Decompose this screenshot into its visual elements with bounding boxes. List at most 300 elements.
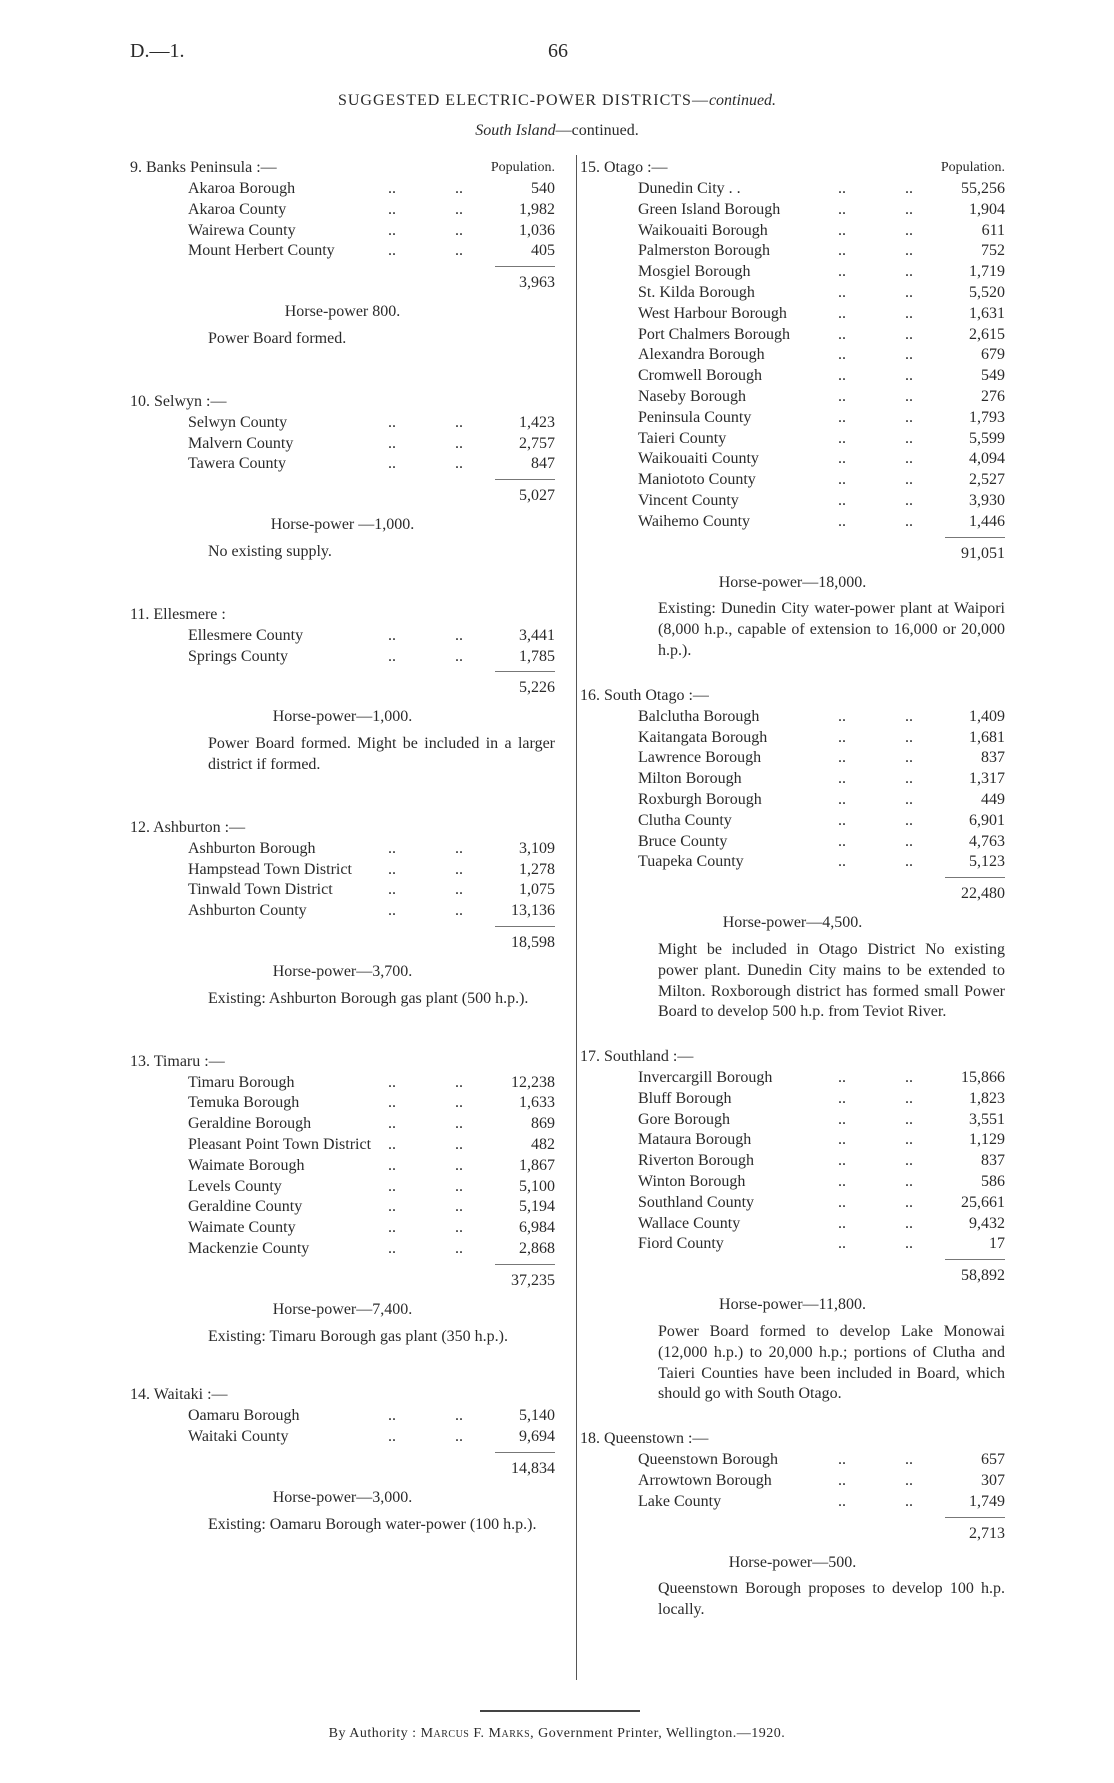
leader-dots: .. (455, 413, 463, 431)
table-row (130, 241, 555, 262)
area-name: Maniototo County (638, 471, 756, 489)
area-name: Peninsula County (638, 408, 752, 426)
leader-dots: .. (838, 707, 846, 725)
leader-dots: .. (455, 1219, 463, 1237)
area-name: Pleasant Point Town District (188, 1135, 372, 1153)
area-name: West Harbour Borough (638, 304, 787, 322)
leader-dots: .. (388, 1073, 396, 1091)
table-row (130, 1156, 555, 1177)
population-value: 5,140 (519, 1407, 555, 1425)
horsepower-estimate: Horse-power—4,500. (722, 914, 863, 932)
leader-dots: .. (838, 1214, 846, 1232)
population-value: 6,984 (519, 1219, 555, 1237)
leader-dots: .. (838, 387, 846, 405)
population-value: 5,123 (969, 853, 1005, 871)
leader-dots: .. (838, 304, 846, 322)
area-name: Waitaki County (188, 1428, 289, 1446)
table-row (580, 387, 1005, 408)
population-value: 5,100 (519, 1177, 555, 1195)
area-name: Winton Borough (638, 1173, 746, 1191)
area-name: Hampstead Town District (188, 860, 352, 878)
area-name: Taieri County (638, 429, 727, 447)
population-value: 549 (981, 367, 1005, 385)
leader-dots: .. (838, 325, 846, 343)
population-value: 586 (981, 1173, 1005, 1191)
population-value: 5,194 (519, 1198, 555, 1216)
population-value: 1,075 (519, 881, 555, 899)
leader-dots: .. (838, 1492, 846, 1510)
area-name: Mackenzie County (188, 1239, 310, 1257)
leader-dots: .. (905, 1131, 913, 1149)
population-value: 449 (981, 790, 1005, 808)
area-name: Mount Herbert County (188, 242, 335, 260)
area-name: St. Kilda Borough (638, 283, 755, 301)
table-row (580, 811, 1005, 832)
district-section (580, 158, 1005, 662)
leader-dots: .. (388, 1094, 396, 1112)
district-section (130, 605, 555, 776)
table-row (580, 366, 1005, 387)
horsepower-estimate: Horse-power—18,000. (718, 573, 867, 591)
table-row (130, 1197, 555, 1218)
table-row (580, 748, 1005, 769)
area-name: Akaroa County (188, 200, 287, 218)
column-divider (576, 155, 577, 1680)
area-name: Springs County (188, 647, 289, 665)
leader-dots: .. (905, 728, 913, 746)
leader-dots: .. (905, 325, 913, 343)
leader-dots: .. (905, 471, 913, 489)
area-name: Waikouaiti Borough (638, 221, 768, 239)
horsepower-estimate: Horse-power 800. (284, 303, 401, 321)
district-title: 18. Queenstown :— (580, 1430, 709, 1448)
leader-dots: .. (838, 450, 846, 468)
leader-dots: .. (388, 413, 396, 431)
leader-dots: .. (905, 221, 913, 239)
leader-dots: .. (905, 180, 913, 197)
population-value: 869 (531, 1115, 555, 1133)
district-title: 10. Selwyn :— (130, 392, 227, 410)
leader-dots: .. (838, 263, 846, 281)
area-name: Fiord County (638, 1235, 724, 1253)
district-note: Existing: Ashburton Borough gas plant (500 h.p.). (208, 989, 529, 1007)
area-name: Palmerston Borough (638, 242, 770, 260)
population-value: 6,901 (969, 811, 1005, 829)
area-name: Bruce County (638, 832, 728, 850)
district-section (130, 1052, 555, 1348)
population-column-header: Population. (490, 160, 555, 175)
leader-dots: .. (455, 1094, 463, 1112)
leader-dots: .. (838, 367, 846, 385)
district-note: Power Board formed. Might be included in a larger district if formed. (208, 735, 555, 773)
leader-dots: .. (905, 1173, 913, 1191)
leader-dots: .. (388, 1407, 396, 1425)
table-row (130, 221, 555, 242)
district-note: Existing: Timaru Borough gas plant (350 h.p.). (208, 1327, 508, 1345)
table-row (580, 200, 1005, 221)
leader-dots: .. (455, 242, 463, 260)
page-subtitle: South Island—continued. (475, 122, 639, 139)
leader-dots: .. (455, 434, 463, 452)
population-value: 1,423 (519, 413, 555, 431)
document-reference: D.—1. (130, 40, 185, 62)
leader-dots: .. (455, 647, 463, 665)
population-value: 55,256 (961, 180, 1005, 197)
area-name: Wallace County (638, 1214, 741, 1232)
population-value: 1,446 (969, 512, 1005, 530)
table-row (580, 449, 1005, 470)
population-total: 2,713 (969, 1524, 1005, 1542)
population-value: 1,633 (519, 1094, 555, 1112)
table-row (580, 1234, 1005, 1255)
district-title: 12. Ashburton :— (130, 818, 246, 836)
population-value: 12,238 (511, 1073, 555, 1091)
district-title: 11. Ellesmere : (130, 605, 226, 623)
population-value: 3,109 (519, 839, 555, 857)
population-value: 1,793 (969, 408, 1005, 426)
population-value: 1,278 (519, 860, 555, 878)
leader-dots: .. (905, 200, 913, 218)
table-row (130, 1177, 555, 1198)
leader-dots: .. (838, 1451, 846, 1469)
leader-dots: .. (388, 860, 396, 878)
leader-dots: .. (838, 770, 846, 788)
total-rule (945, 1259, 1005, 1260)
leader-dots: .. (905, 1152, 913, 1170)
leader-dots: .. (388, 626, 396, 644)
area-name: Geraldine County (188, 1198, 303, 1216)
district-heading (580, 158, 1005, 179)
area-name: Ashburton Borough (188, 839, 316, 857)
district-title: 9. Banks Peninsula :— (130, 159, 277, 176)
district-section (130, 158, 555, 350)
district-title: 17. Southland :— (580, 1048, 694, 1066)
table-row (580, 325, 1005, 346)
leader-dots: .. (388, 455, 396, 473)
district-section (580, 686, 1005, 1023)
horsepower-estimate: Horse-power—1,000. (272, 708, 413, 726)
leader-dots: .. (905, 1492, 913, 1510)
district-heading (580, 686, 1005, 707)
leader-dots: .. (838, 1173, 846, 1191)
leader-dots: .. (455, 200, 463, 218)
population-value: 25,661 (961, 1193, 1005, 1211)
area-name: Lawrence Borough (638, 749, 762, 767)
population-value: 405 (531, 242, 555, 260)
table-row (130, 1114, 555, 1135)
table-row (580, 1492, 1005, 1513)
district-title: 16. South Otago :— (580, 686, 709, 704)
table-row (130, 647, 555, 668)
area-name: Port Chalmers Borough (638, 325, 790, 343)
district-note: Existing: Oamaru Borough water-power (100 h.p.). (208, 1515, 537, 1533)
leader-dots: .. (838, 408, 846, 426)
leader-dots: .. (838, 1131, 846, 1149)
area-name: Geraldine Borough (188, 1115, 312, 1133)
population-value: 307 (981, 1472, 1005, 1490)
area-name: Temuka Borough (188, 1094, 300, 1112)
leader-dots: .. (905, 283, 913, 301)
population-value: 1,785 (519, 647, 555, 665)
population-value: 2,757 (519, 434, 555, 452)
table-row (580, 491, 1005, 512)
leader-dots: .. (838, 1235, 846, 1253)
leader-dots: .. (905, 770, 913, 788)
leader-dots: .. (455, 839, 463, 857)
district-note: Might be included in Otago District No existing power plant. Dunedin City mains to be extended to Milton. Roxborough district has formed small Power Board to develop 500 h.p. from Teviot River. (658, 940, 1005, 1021)
district-note: Existing: Dunedin City water-power plant at Waipori (8,000 h.p., capable of extension to 16,000 or 20,000 h.p.). (658, 600, 1005, 659)
table-row (130, 179, 555, 200)
leader-dots: .. (905, 491, 913, 509)
population-value: 540 (531, 180, 555, 197)
total-rule (945, 1517, 1005, 1518)
population-value: 837 (981, 749, 1005, 767)
population-value: 276 (981, 387, 1005, 405)
district-heading (130, 1385, 555, 1406)
leader-dots: .. (838, 1110, 846, 1128)
population-value: 1,681 (969, 728, 1005, 746)
leader-dots: .. (905, 367, 913, 385)
leader-dots: .. (905, 346, 913, 364)
table-row (130, 1073, 555, 1094)
leader-dots: .. (455, 180, 463, 197)
area-name: Mosgiel Borough (638, 263, 751, 281)
population-total: 91,051 (961, 544, 1005, 562)
leader-dots: .. (455, 1407, 463, 1425)
population-value: 2,868 (519, 1239, 555, 1257)
leader-dots: .. (388, 1239, 396, 1257)
area-name: Invercargill Borough (638, 1069, 773, 1087)
area-name: Tinwald Town District (188, 881, 333, 899)
population-value: 2,615 (969, 325, 1005, 343)
population-value: 1,719 (969, 263, 1005, 281)
district-heading (130, 818, 555, 839)
population-value: 4,094 (969, 450, 1005, 468)
table-row (130, 1135, 555, 1156)
leader-dots: .. (838, 1193, 846, 1211)
leader-dots: .. (388, 1428, 396, 1446)
district-heading (580, 1429, 1005, 1450)
leader-dots: .. (838, 1089, 846, 1107)
table-row (580, 1068, 1005, 1089)
table-row (580, 790, 1005, 811)
population-value: 1,982 (519, 200, 555, 218)
population-total: 3,963 (519, 274, 555, 292)
population-column-header: Population. (940, 160, 1005, 175)
population-value: 9,432 (969, 1214, 1005, 1232)
district-note: Power Board formed. (208, 329, 347, 347)
total-rule (495, 1264, 555, 1265)
leader-dots: .. (905, 811, 913, 829)
left-column (130, 158, 555, 1535)
total-rule (945, 537, 1005, 538)
table-row (580, 1130, 1005, 1151)
leader-dots: .. (905, 512, 913, 530)
total-rule (495, 266, 555, 267)
leader-dots: .. (838, 749, 846, 767)
leader-dots: .. (838, 832, 846, 850)
leader-dots: .. (905, 1089, 913, 1107)
population-value: 1,904 (969, 200, 1005, 218)
total-rule (495, 479, 555, 480)
area-name: Dunedin City . . (638, 180, 741, 197)
leader-dots: .. (905, 853, 913, 871)
population-value: 5,520 (969, 283, 1005, 301)
area-name: Gore Borough (638, 1110, 730, 1128)
leader-dots: .. (905, 1235, 913, 1253)
population-value: 15,866 (961, 1069, 1005, 1087)
area-name: Arrowtown Borough (638, 1472, 772, 1490)
table-row (580, 429, 1005, 450)
area-name: Southland County (638, 1193, 755, 1211)
page-title: SUGGESTED ELECTRIC-POWER DISTRICTS—continued. (337, 92, 777, 109)
area-name: Timaru Borough (188, 1073, 295, 1091)
leader-dots: .. (838, 346, 846, 364)
table-row (580, 728, 1005, 749)
population-value: 3,441 (519, 626, 555, 644)
table-row (580, 345, 1005, 366)
horsepower-estimate: Horse-power —1,000. (270, 516, 415, 534)
area-name: Bluff Borough (638, 1089, 732, 1107)
leader-dots: .. (455, 626, 463, 644)
area-name: Milton Borough (638, 770, 742, 788)
area-name: Mataura Borough (638, 1131, 752, 1149)
table-row (130, 839, 555, 860)
leader-dots: .. (905, 1451, 913, 1469)
footer-rule (480, 1710, 640, 1712)
area-name: Clutha County (638, 811, 732, 829)
area-name: Vincent County (638, 491, 739, 509)
population-value: 611 (981, 221, 1005, 239)
area-name: Tawera County (188, 455, 286, 473)
area-name: Waimate Borough (188, 1156, 305, 1174)
leader-dots: .. (388, 1177, 396, 1195)
population-value: 1,749 (969, 1492, 1005, 1510)
leader-dots: .. (838, 221, 846, 239)
population-value: 1,129 (969, 1131, 1005, 1149)
district-section (130, 1385, 555, 1535)
district-heading (580, 1047, 1005, 1068)
leader-dots: .. (388, 221, 396, 239)
horsepower-estimate: Horse-power—3,000. (272, 1488, 413, 1506)
table-row (580, 852, 1005, 873)
table-row (580, 1172, 1005, 1193)
leader-dots: .. (838, 491, 846, 509)
population-value: 3,551 (969, 1110, 1005, 1128)
area-name: Ashburton County (188, 902, 307, 920)
leader-dots: .. (388, 1198, 396, 1216)
area-name: Selwyn County (188, 413, 288, 431)
leader-dots: .. (388, 180, 396, 197)
district-note: Queenstown Borough proposes to develop 100 h.p. locally. (658, 1580, 1005, 1619)
area-name: Kaitangata Borough (638, 728, 768, 746)
table-row (130, 1218, 555, 1239)
district-title: 15. Otago :— (580, 159, 668, 176)
table-row (130, 434, 555, 455)
population-value: 847 (531, 455, 555, 473)
table-row (130, 626, 555, 647)
population-total: 5,226 (519, 679, 555, 697)
leader-dots: .. (455, 1115, 463, 1133)
leader-dots: .. (455, 1198, 463, 1216)
leader-dots: .. (905, 749, 913, 767)
population-value: 1,409 (969, 707, 1005, 725)
table-row (580, 1151, 1005, 1172)
leader-dots: .. (838, 512, 846, 530)
table-row (580, 262, 1005, 283)
leader-dots: .. (838, 180, 846, 197)
area-name: Levels County (188, 1177, 282, 1195)
leader-dots: .. (838, 200, 846, 218)
leader-dots: .. (905, 707, 913, 725)
leader-dots: .. (905, 1472, 913, 1490)
leader-dots: .. (455, 455, 463, 473)
leader-dots: .. (388, 434, 396, 452)
horsepower-estimate: Horse-power—11,800. (719, 1296, 866, 1314)
leader-dots: .. (905, 242, 913, 260)
population-value: 1,867 (519, 1156, 555, 1174)
area-name: Akaroa Borough (188, 180, 296, 197)
leader-dots: .. (905, 408, 913, 426)
population-value: 9,694 (519, 1428, 555, 1446)
population-value: 5,599 (969, 429, 1005, 447)
leader-dots: .. (838, 1152, 846, 1170)
leader-dots: .. (905, 263, 913, 281)
table-row (580, 1110, 1005, 1131)
leader-dots: .. (455, 1239, 463, 1257)
leader-dots: .. (388, 1135, 396, 1153)
leader-dots: .. (838, 242, 846, 260)
district-section (130, 818, 555, 1010)
leader-dots: .. (388, 647, 396, 665)
district-heading (130, 1052, 555, 1073)
population-total: 22,480 (961, 885, 1005, 903)
table-row (130, 1427, 555, 1448)
population-value: 752 (981, 242, 1005, 260)
population-total: 5,027 (519, 487, 555, 505)
area-name: Naseby Borough (638, 387, 746, 405)
table-row (130, 1239, 555, 1260)
right-column (580, 158, 1005, 1621)
table-row (580, 470, 1005, 491)
table-row (580, 832, 1005, 853)
area-name: Balclutha Borough (638, 707, 760, 725)
leader-dots: .. (838, 471, 846, 489)
table-row (130, 860, 555, 881)
district-note: Power Board formed to develop Lake Monowai (12,000 h.p.) to 20,000 h.p.; portions of Clutha and Taieri Counties have been included in Board, which should go with South Otago. (658, 1323, 1005, 1403)
area-name: Lake County (638, 1492, 722, 1510)
district-section (580, 1047, 1005, 1405)
leader-dots: .. (905, 1069, 913, 1087)
leader-dots: .. (388, 839, 396, 857)
population-value: 2,527 (969, 471, 1005, 489)
total-rule (495, 1452, 555, 1453)
district-note: No existing supply. (208, 542, 332, 560)
table-row (130, 1093, 555, 1114)
total-rule (495, 671, 555, 672)
population-total: 18,598 (511, 933, 555, 951)
leader-dots: .. (905, 304, 913, 322)
imprint-footer: By Authority : Marcus F. Marks, Government Printer, Wellington.—1920. (328, 1726, 786, 1741)
population-value: 657 (981, 1451, 1005, 1469)
leader-dots: .. (838, 1472, 846, 1490)
horsepower-estimate: Horse-power—3,700. (272, 962, 413, 980)
table-row (130, 901, 555, 922)
table-row (580, 1089, 1005, 1110)
district-heading (130, 605, 555, 626)
table-row (580, 1214, 1005, 1235)
table-row (130, 200, 555, 221)
